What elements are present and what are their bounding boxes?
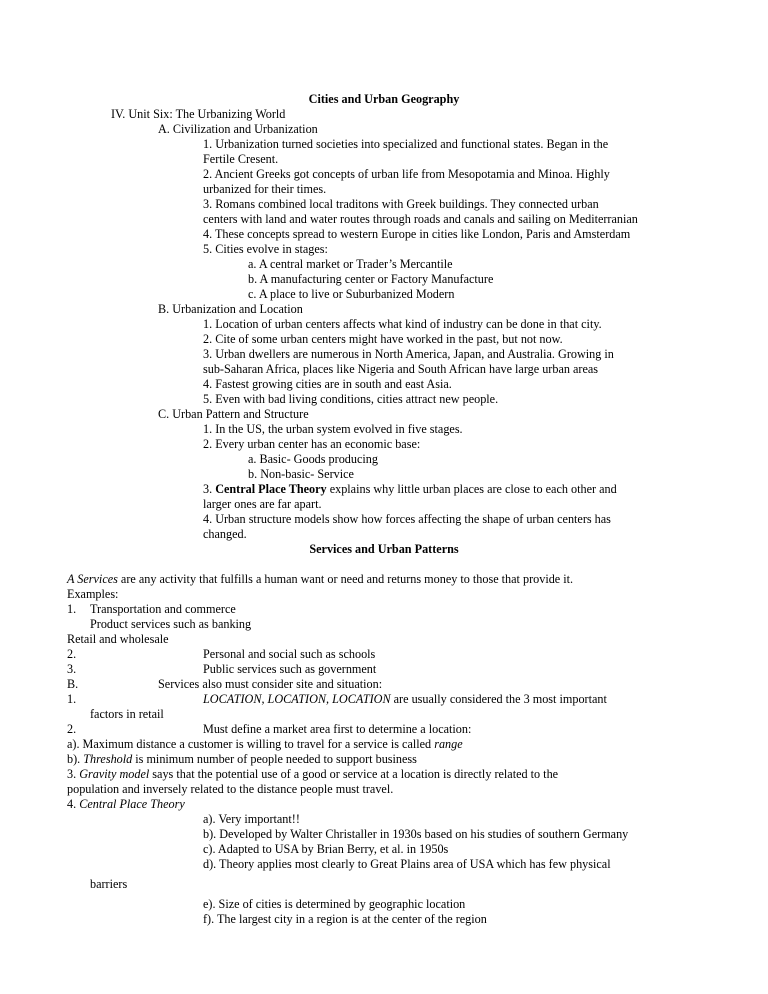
section-a-heading: A. Civilization and Urbanization: [158, 122, 318, 136]
body-subline: d). Theory applies most clearly to Great Plains area of USA which has few physical: [203, 857, 611, 871]
line-text: are usually considered the 3 most important: [390, 692, 607, 706]
outline-line: changed.: [203, 527, 247, 541]
body-subline: a). Very important!!: [203, 812, 300, 826]
outline-line: sub-Saharan Africa, places like Nigeria and South African have large urban areas: [203, 362, 599, 376]
page-title: Cities and Urban Geography: [308, 92, 460, 106]
outline-line: 4. Urban structure models show how forces affecting the shape of urban centers has: [203, 512, 611, 526]
italic-term: range: [434, 737, 463, 751]
body-line: Must define a market area first to determine a location:: [203, 722, 472, 736]
outline-line: 5. Cities evolve in stages:: [203, 242, 328, 256]
body-line: [203, 692, 607, 707]
body-line: Personal and social such as schools: [203, 647, 376, 661]
section-c-heading: C. Urban Pattern and Structure: [158, 407, 309, 421]
outline-line: 3. Urban dwellers are numerous in North America, Japan, and Australia. Growing in: [203, 347, 614, 361]
outline-line: urbanized for their times.: [203, 182, 327, 196]
outline-line: 5. Even with bad living conditions, cities attract new people.: [203, 392, 499, 406]
section-title: Services and Urban Patterns: [309, 542, 459, 556]
item-number: 3.: [203, 482, 216, 496]
outline-subline: b. Non-basic- Service: [248, 467, 354, 481]
outline-line: 1. Urbanization turned societies into specialized and functional states. Began in the: [203, 137, 609, 151]
section-b-heading: B. Urbanization and Location: [158, 302, 303, 316]
italic-term: Threshold: [83, 752, 133, 766]
line-text: are any activity that fulfills a human want or need and returns money to those that provide it.: [117, 572, 574, 586]
outline-subline: a. Basic- Goods producing: [248, 452, 378, 466]
body-subline: b). Developed by Walter Christaller in 1930s based on his studies of southern Germany: [203, 827, 629, 841]
line-text: a). Maximum distance a customer is willing to travel for a service is called: [67, 737, 435, 751]
line-text: explains why little urban places are close to each other and: [326, 482, 617, 496]
italic-term: A Services: [67, 572, 118, 586]
body-line: [67, 797, 185, 812]
italic-term: Gravity model: [79, 767, 150, 781]
body-line: Examples:: [67, 587, 119, 601]
bold-term: Central Place Theory: [215, 482, 327, 496]
outline-line: 4. These concepts spread to western Europe in cities like London, Paris and Amsterdam: [203, 227, 631, 241]
body-subline: c). Adapted to USA by Brian Berry, et al. in 1950s: [203, 842, 449, 856]
line-text: b).: [67, 752, 84, 766]
outline-line: 2. Ancient Greeks got concepts of urban life from Mesopotamia and Minoa. Highly: [203, 167, 610, 181]
list-number: 1.: [67, 692, 77, 706]
line-text: says that the potential use of a good or service at a location is directly related to the: [149, 767, 559, 781]
outline-subline: c. A place to live or Suburbanized Modern: [248, 287, 455, 301]
outline-subline: a. A central market or Trader’s Mercantile: [248, 257, 453, 271]
italic-term: Central Place Theory: [79, 797, 185, 811]
body-line: factors in retail: [90, 707, 164, 721]
outline-line: 2. Every urban center has an economic base:: [203, 437, 421, 451]
body-line: Retail and wholesale: [67, 632, 169, 646]
body-subline: f). The largest city in a region is at the center of the region: [203, 912, 487, 926]
body-line: Product services such as banking: [90, 617, 252, 631]
list-number: 1.: [67, 602, 77, 616]
outline-subline: b. A manufacturing center or Factory Manufacture: [248, 272, 494, 286]
outline-line: 1. Location of urban centers affects what kind of industry can be done in that city.: [203, 317, 602, 331]
list-number: 3.: [67, 662, 77, 676]
line-text: 3.: [67, 767, 80, 781]
line-text: is minimum number of people needed to support business: [132, 752, 417, 766]
outline-line: larger ones are far apart.: [203, 497, 322, 511]
body-line: [67, 737, 463, 752]
body-line: [67, 572, 573, 587]
body-line: barriers: [90, 877, 128, 891]
outline-line: 3. Romans combined local traditons with Greek buildings. They connected urban: [203, 197, 599, 211]
outline-line: 1. In the US, the urban system evolved in five stages.: [203, 422, 463, 436]
outline-line: 2. Cite of some urban centers might have worked in the past, but not now.: [203, 332, 563, 346]
line-text: 4.: [67, 797, 80, 811]
body-line: Public services such as government: [203, 662, 377, 676]
outline-line: centers with land and water routes through roads and canals and sailing on Mediterranian: [203, 212, 638, 226]
outline-line: Fertile Cresent.: [203, 152, 279, 166]
unit-heading: IV. Unit Six: The Urbanizing World: [111, 107, 286, 121]
body-subline: e). Size of cities is determined by geographic location: [203, 897, 466, 911]
italic-term: LOCATION, LOCATION, LOCATION: [203, 692, 391, 706]
list-number: B.: [67, 677, 79, 691]
body-line: Transportation and commerce: [90, 602, 236, 616]
body-line: [67, 767, 558, 782]
outline-line: 4. Fastest growing cities are in south and east Asia.: [203, 377, 452, 391]
body-line: [67, 752, 417, 767]
outline-line: [203, 482, 617, 497]
body-line: Services also must consider site and situation:: [158, 677, 383, 691]
list-number: 2.: [67, 722, 77, 736]
list-number: 2.: [67, 647, 77, 661]
body-line: population and inversely related to the distance people must travel.: [67, 782, 394, 796]
